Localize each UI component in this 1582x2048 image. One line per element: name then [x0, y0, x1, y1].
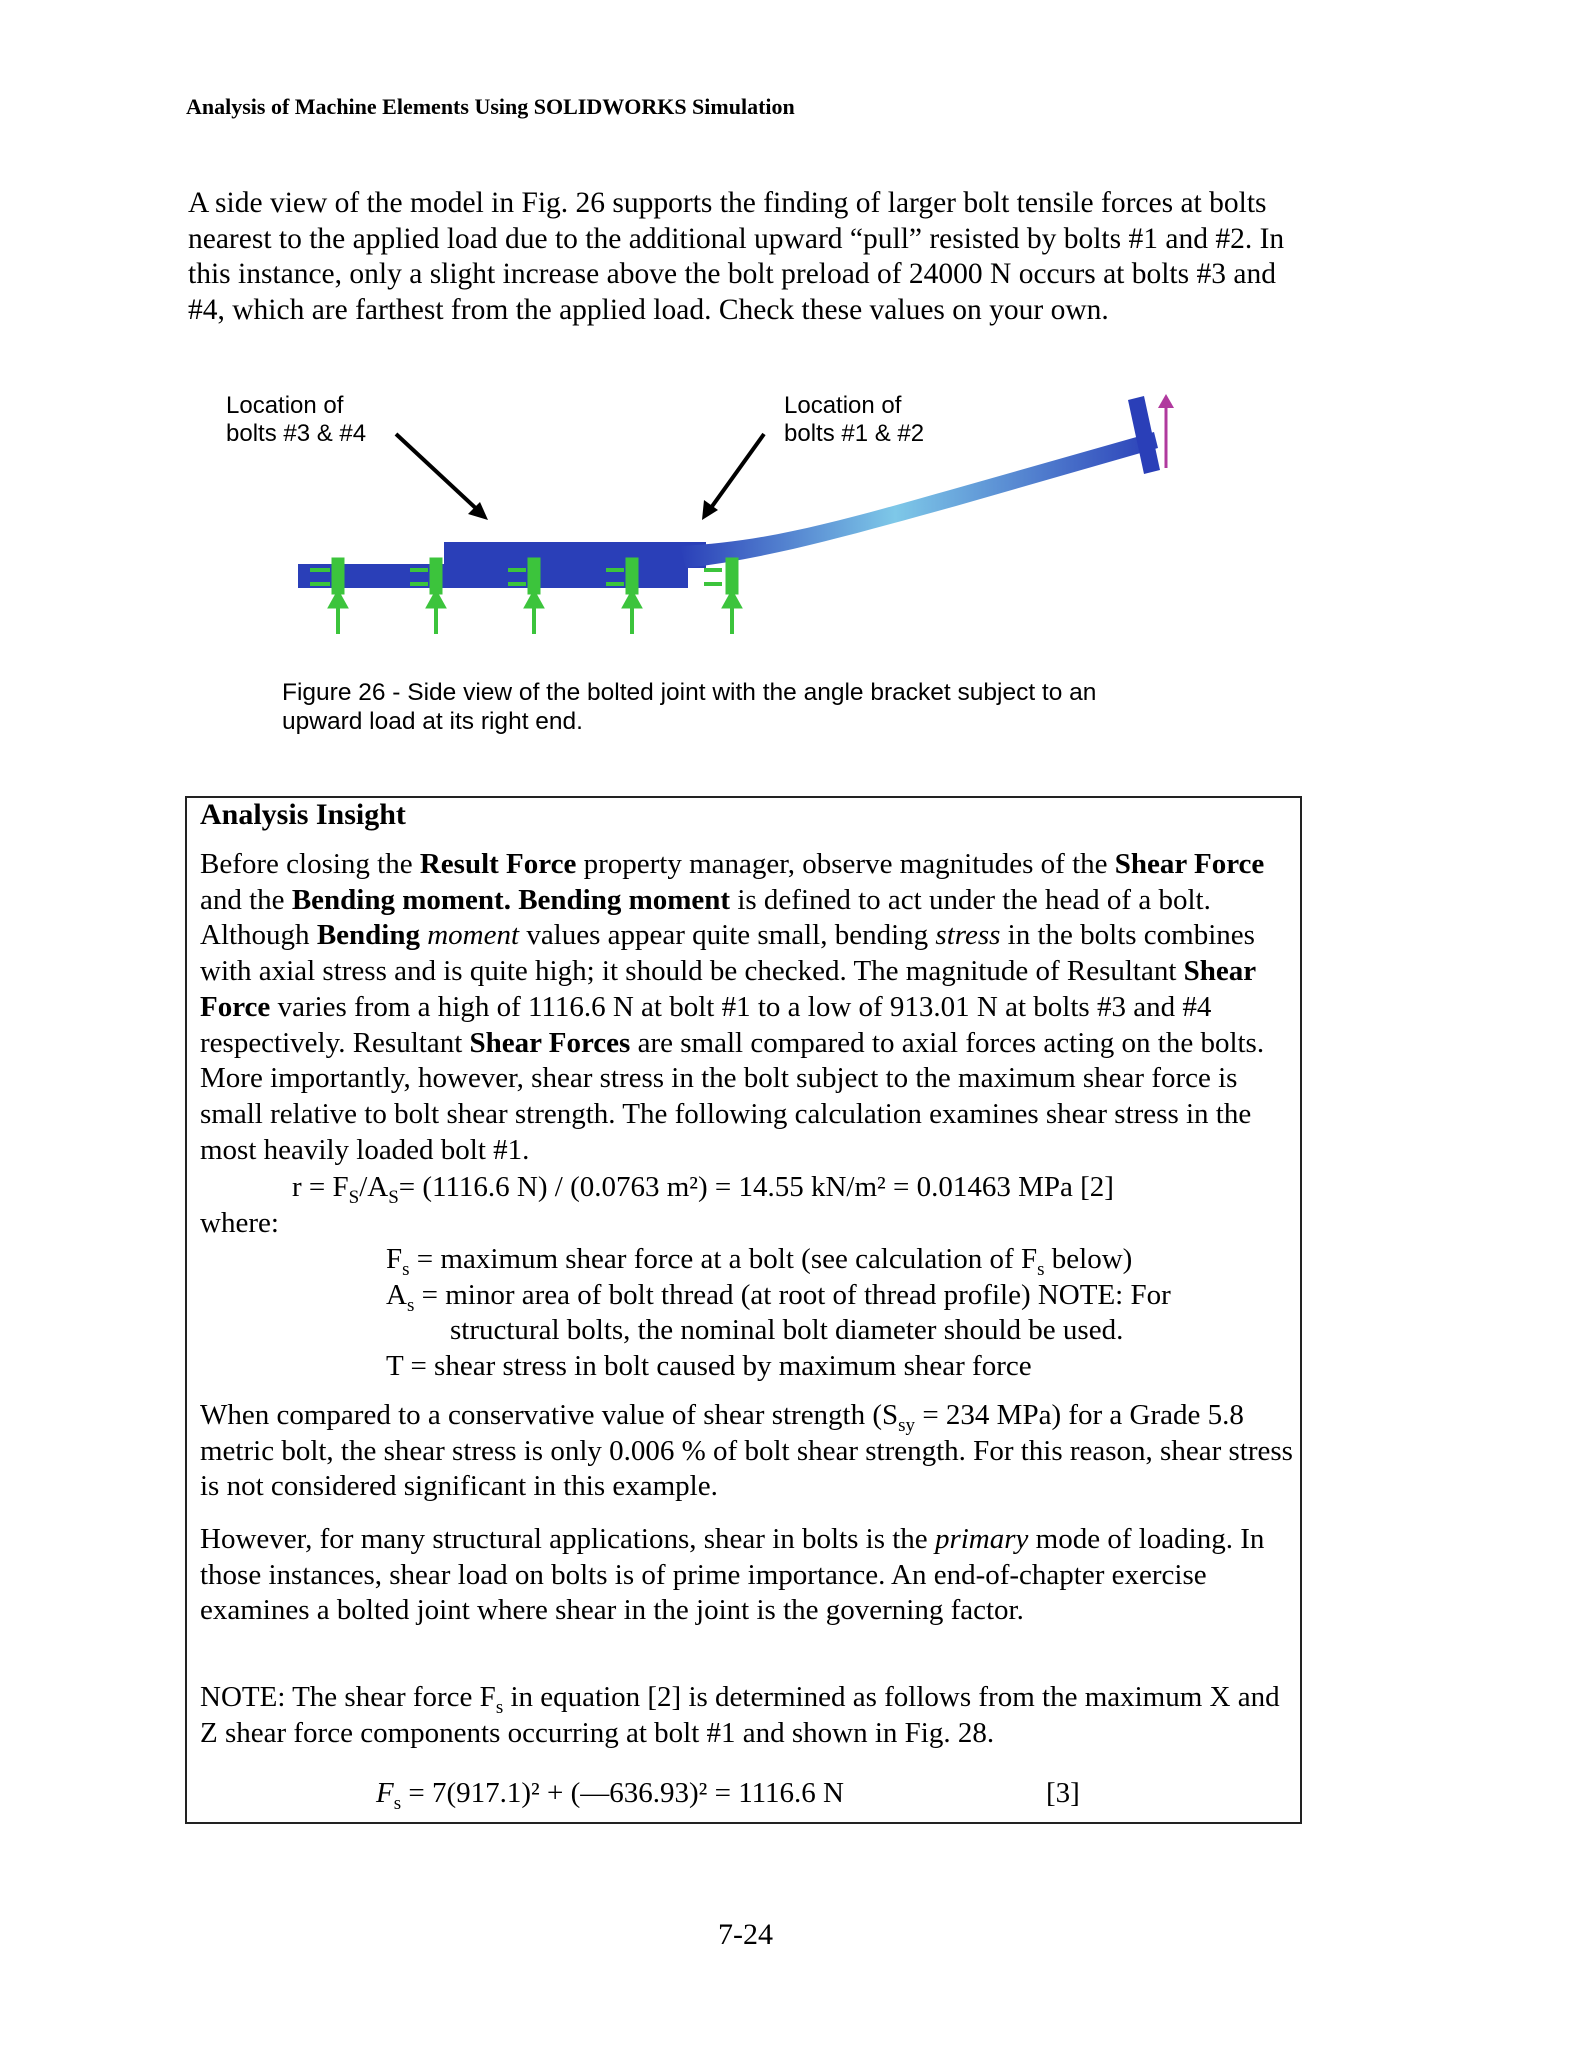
pointer-arrow-bolts-3-4 — [396, 434, 482, 514]
definition-fs: $F_s$ = maximum shear force at a bolt (see calculation of $F_s$ below) — [386, 1243, 1133, 1280]
pointer-arrow-bolts-1-2 — [708, 434, 764, 512]
fixture-group-2 — [410, 558, 446, 634]
fixture-group-4 — [606, 558, 642, 634]
bracket-upright — [1128, 396, 1160, 474]
definition-tau: T = shear stress in bolt caused by maximum shear force — [386, 1349, 1032, 1382]
page-number: 7-24 — [718, 1918, 773, 1951]
where-label: where: — [200, 1207, 279, 1239]
fixture-group-5 — [704, 558, 742, 634]
equation-2: $r = F_S/A_S= (1116.6$ N) / (0.0763 m²) = 14.55 kN/m² = 0.01463 MPa [2] — [292, 1171, 1114, 1208]
equation-3: $F_s = 7(917.1)^2$ + (—636.93)² = 1116.6 N — [376, 1777, 844, 1814]
running-header: Analysis of Machine Elements Using SOLIDWORKS Simulation — [186, 94, 795, 119]
definition-as: $A_s$ = minor area of bolt thread (at root of thread profile) NOTE: For — [386, 1278, 1171, 1316]
fixture-group-1 — [310, 558, 348, 634]
label-bolts-3-4: Location of bolts #3 & #4 — [226, 392, 367, 447]
label-bolts-1-2: Location of bolts #1 & #2 — [784, 392, 925, 447]
insight-paragraph-2: When compared to a conservative value of shear strength ($S_{sy} = 234$ MPa) for a Grade 5.8 metric bolt, the shear stress is only 0.006 % of bolt shear strength. For this reason, shear stress is not considered significant in this example. — [200, 1399, 1293, 1503]
figure-26 — [210, 378, 1190, 668]
fixture-group-3 — [508, 558, 544, 634]
insight-note: NOTE: The shear force $F_s$ in equation [2] is determined as follows from the maximum X and Z shear force components occurring at bolt #1 and shown in Fig. 28. — [200, 1681, 1280, 1749]
insight-title: Analysis Insight — [200, 798, 406, 831]
definition-as-continued: structural bolts, the nominal bolt diameter should be used. — [450, 1314, 1124, 1346]
upward-load-arrowhead — [1158, 394, 1174, 408]
insight-paragraph-3: However, for many structural applications, shear in bolts is the primary mode of loading. In those instances, shear load on bolts is of prime importance. An end-of-chapter exercise examines a bolted joint where shear in the joint is the governing factor. — [200, 1523, 1265, 1627]
insight-paragraph-1: Before closing the Result Force property manager, observe magnitudes of the Shear Force and the Bending moment. Bending moment is defined to act under the head of a bolt. Although Bending moment values appear quite small, bending stress in the bolts combines with axial stress and is quite high; it should be checked. The magnitude of Resultant Shear Force varies from a high of 1116.6 N at bolt #1 to a low of 913.01 N at bolts #3 and #4 respectively. Resultant Shear Forces are small compared to axial forces acting on the bolts. More importantly, however, shear stress in the bolt subject to the maximum shear force is small relative to bolt shear strength. The following calculation examines shear stress in the most heavily loaded bolt #1. — [200, 848, 1265, 1166]
intro-paragraph: A side view of the model in Fig. 26 supports the finding of larger bolt tensile forces at bolts nearest to the applied load due to the additional upward “pull” resisted by bolts #1 and #2. In this instance, only a slight increase above the bolt preload of 24000 N occurs at bolts #3 and #4, which are farthest from the applied load. Check these values on your own. — [188, 187, 1285, 326]
figure-caption: Figure 26 - Side view of the bolted joint with the angle bracket subject to an upward load at its right end. — [282, 679, 1097, 735]
bracket-model-illustration — [210, 378, 1190, 668]
equation-3-number: [3] — [1046, 1777, 1080, 1809]
bracket-flange — [444, 542, 706, 568]
definitions-list — [386, 1242, 1266, 1384]
